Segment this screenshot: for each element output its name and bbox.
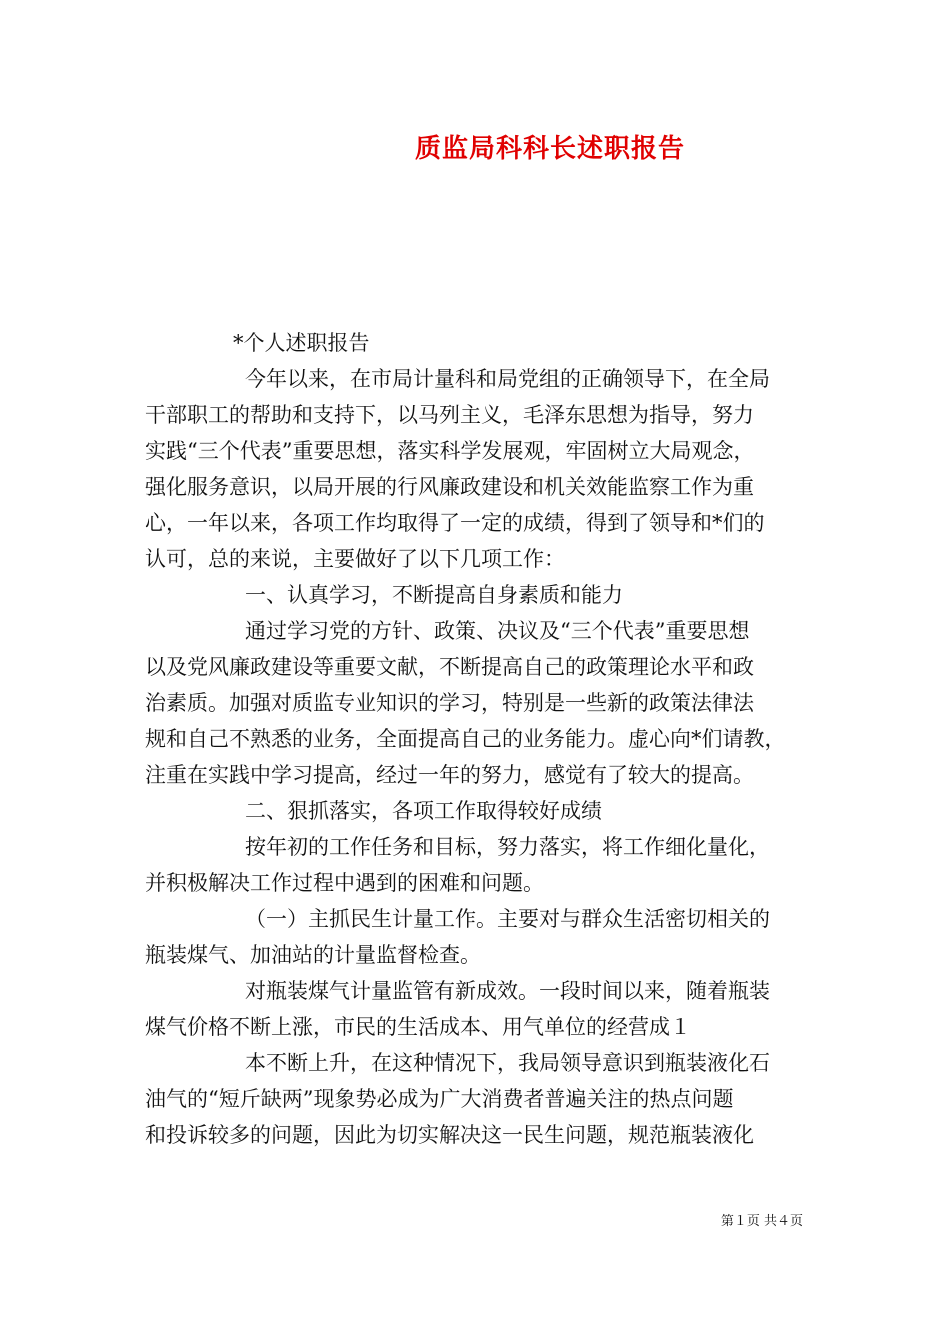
body-line: 今年以来，在市局计量科和局党组的正确领导下，在全局: [245, 367, 770, 391]
body-line: 以及党风廉政建设等重要文献，不断提高自己的政策理论水平和政: [145, 655, 754, 679]
body-line: 油气的“短斤缺两”现象势必成为广大消费者普遍关注的热点问题: [145, 1087, 734, 1111]
body-line: 煤气价格不断上涨，市民的生活成本、用气单位的经营成１: [145, 1015, 691, 1039]
body-line: 本不断上升，在这种情况下，我局领导意识到瓶装液化石: [245, 1051, 770, 1075]
body-line: 和投诉较多的问题，因此为切实解决这一民生问题，规范瓶装液化: [145, 1123, 754, 1147]
body-line: 通过学习党的方针、政策、决议及“三个代表”重要思想: [245, 619, 750, 643]
page-number-footer: 第１页 共４页: [720, 1214, 803, 1229]
body-line: 干部职工的帮助和支持下，以马列主义，毛泽东思想为指导，努力: [145, 403, 754, 427]
body-line: 规和自己不熟悉的业务，全面提高自己的业务能力。虚心向*们请教，: [145, 727, 786, 751]
body-line: 心，一年以来，各项工作均取得了一定的成绩，得到了领导和*们的: [145, 511, 765, 535]
body-line: （一）主抓民生计量工作。主要对与群众生活密切相关的: [245, 907, 770, 931]
section-heading: 一、认真学习，不断提高自身素质和能力: [245, 583, 623, 607]
body-line: 认可，总的来说，主要做好了以下几项工作：: [145, 547, 565, 571]
body-line: 实践“三个代表”重要思想，落实科学发展观，牢固树立大局观念，: [145, 439, 755, 463]
section-heading: 二、狠抓落实，各项工作取得较好成绩: [245, 799, 602, 823]
body-line: 按年初的工作任务和目标，努力落实，将工作细化量化，: [245, 835, 770, 859]
body-line: *个人述职报告: [233, 331, 370, 355]
body-line: 瓶装煤气、加油站的计量监督检查。: [145, 943, 481, 967]
body-line: 治素质。加强对质监专业知识的学习，特别是一些新的政策法律法: [145, 691, 754, 715]
body-line: 对瓶装煤气计量监管有新成效。一段时间以来，随着瓶装: [245, 979, 770, 1003]
document-title: 质监局科科长述职报告: [414, 134, 685, 164]
body-line: 注重在实践中学习提高，经过一年的努力，感觉有了较大的提高。: [145, 763, 754, 787]
body-line: 强化服务意识，以局开展的行风廉政建设和机关效能监察工作为重: [145, 475, 754, 499]
body-line: 并积极解决工作过程中遇到的困难和问题。: [145, 871, 544, 895]
document-body: [145, 325, 815, 1153]
